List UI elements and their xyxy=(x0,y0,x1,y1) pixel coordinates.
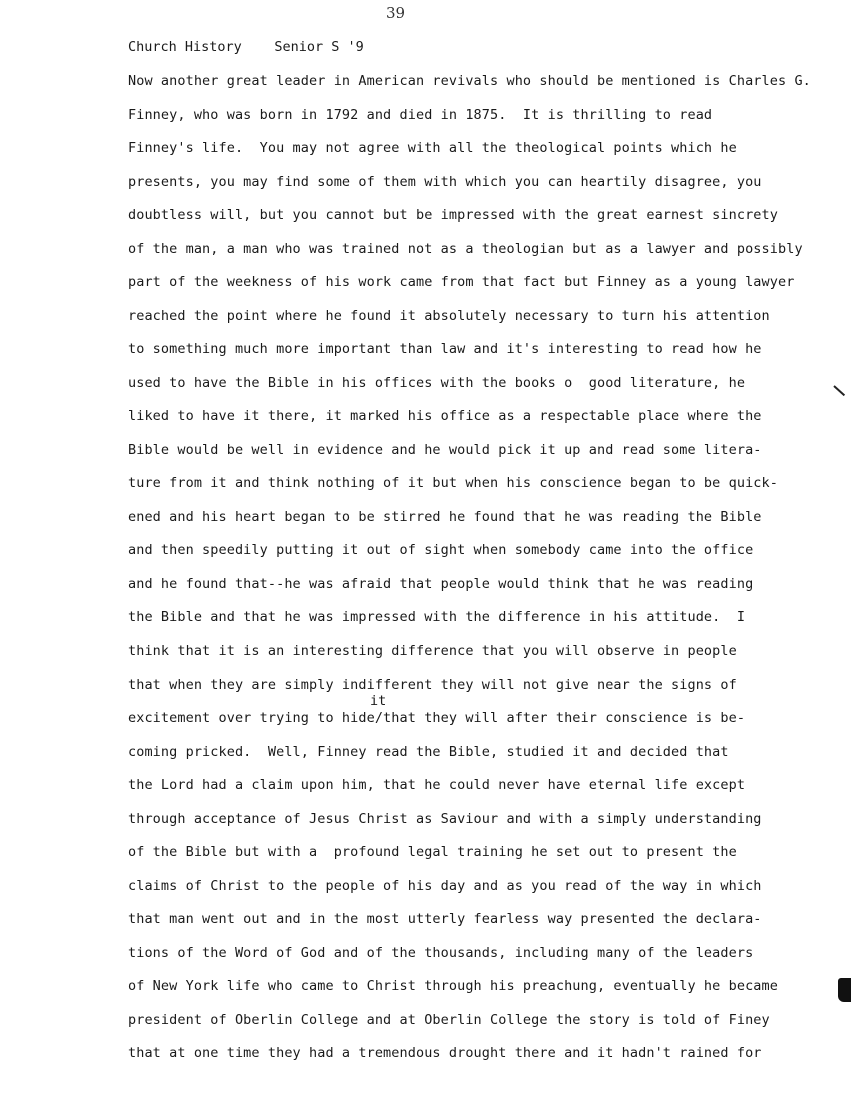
text-line: Finney, who was born in 1792 and died in 1875. It is thrilling to read xyxy=(128,107,713,123)
text-line: reached the point where he found it absolutely necessary to turn his attention xyxy=(128,308,770,324)
text-line: ture from it and think nothing of it but when his conscience began to be quick- xyxy=(128,475,778,491)
text-line: liked to have it there, it marked his office as a respectable place where the xyxy=(128,408,762,424)
interlinear-insertion: it xyxy=(370,693,387,709)
class-level: Senior xyxy=(274,39,324,55)
course-title: Church History xyxy=(128,39,242,55)
page-number: 39 xyxy=(386,4,406,22)
text-line: Bible would be well in evidence and he would pick it up and read some litera- xyxy=(128,442,762,458)
text-line: and then speedily putting it out of sight when somebody came into the office xyxy=(128,542,754,558)
text-line: part of the weekness of his work came from that fact but Finney as a young lawyer xyxy=(128,274,795,290)
text-line: coming pricked. Well, Finney read the Bible, studied it and decided that xyxy=(128,744,729,760)
text-line: excitement over trying to hide/that they will after their conscience is be- xyxy=(128,710,746,726)
text-line: the Lord had a claim upon him, that he could never have eternal life except xyxy=(128,777,746,793)
text-line: Now another great leader in American revivals who should be mentioned is Charles G. xyxy=(128,73,811,89)
text-line: claims of Christ to the people of his day and as you read of the way in which xyxy=(128,878,762,894)
text-line: to something much more important than law and it's interesting to read how he xyxy=(128,341,762,357)
text-line: Finney's life. You may not agree with all the theological points which he xyxy=(128,140,737,156)
text-line: presents, you may find some of them with which you can heartily disagree, you xyxy=(128,174,762,190)
text-line: through acceptance of Jesus Christ as Saviour and with a simply understanding xyxy=(128,811,762,827)
text-line: think that it is an interesting difference that you will observe in people xyxy=(128,643,737,659)
text-line: the Bible and that he was impressed with the difference in his attitude. I xyxy=(128,609,746,625)
text-line: that at one time they had a tremendous drought there and it hadn't rained for xyxy=(128,1045,762,1061)
text-line: of New York life who came to Christ through his preachung, eventually he became xyxy=(128,978,778,994)
text-line: and he found that--he was afraid that people would think that he was reading xyxy=(128,576,754,592)
text-line: used to have the Bible in his offices with the books o good literature, he xyxy=(128,375,746,391)
text-line: tions of the Word of God and of the thousands, including many of the leaders xyxy=(128,945,754,961)
text-line: doubtless will, but you cannot but be impressed with the great earnest sincrety xyxy=(128,207,778,223)
text-line: ened and his heart began to be stirred he found that he was reading the Bible xyxy=(128,509,762,525)
text-line: president of Oberlin College and at Oberlin College the story is told of Finey xyxy=(128,1012,770,1028)
margin-ink-blot xyxy=(838,978,851,1002)
text-line: of the Bible but with a profound legal training he set out to present the xyxy=(128,844,737,860)
text-line: of the man, a man who was trained not as a theologian but as a lawyer and possibly xyxy=(128,241,803,257)
text-line: that when they are simply indifferent they will not give near the signs of xyxy=(128,677,737,693)
text-line: that man went out and in the most utterly fearless way presented the declara- xyxy=(128,911,762,927)
section-label: S '9 xyxy=(331,39,364,55)
